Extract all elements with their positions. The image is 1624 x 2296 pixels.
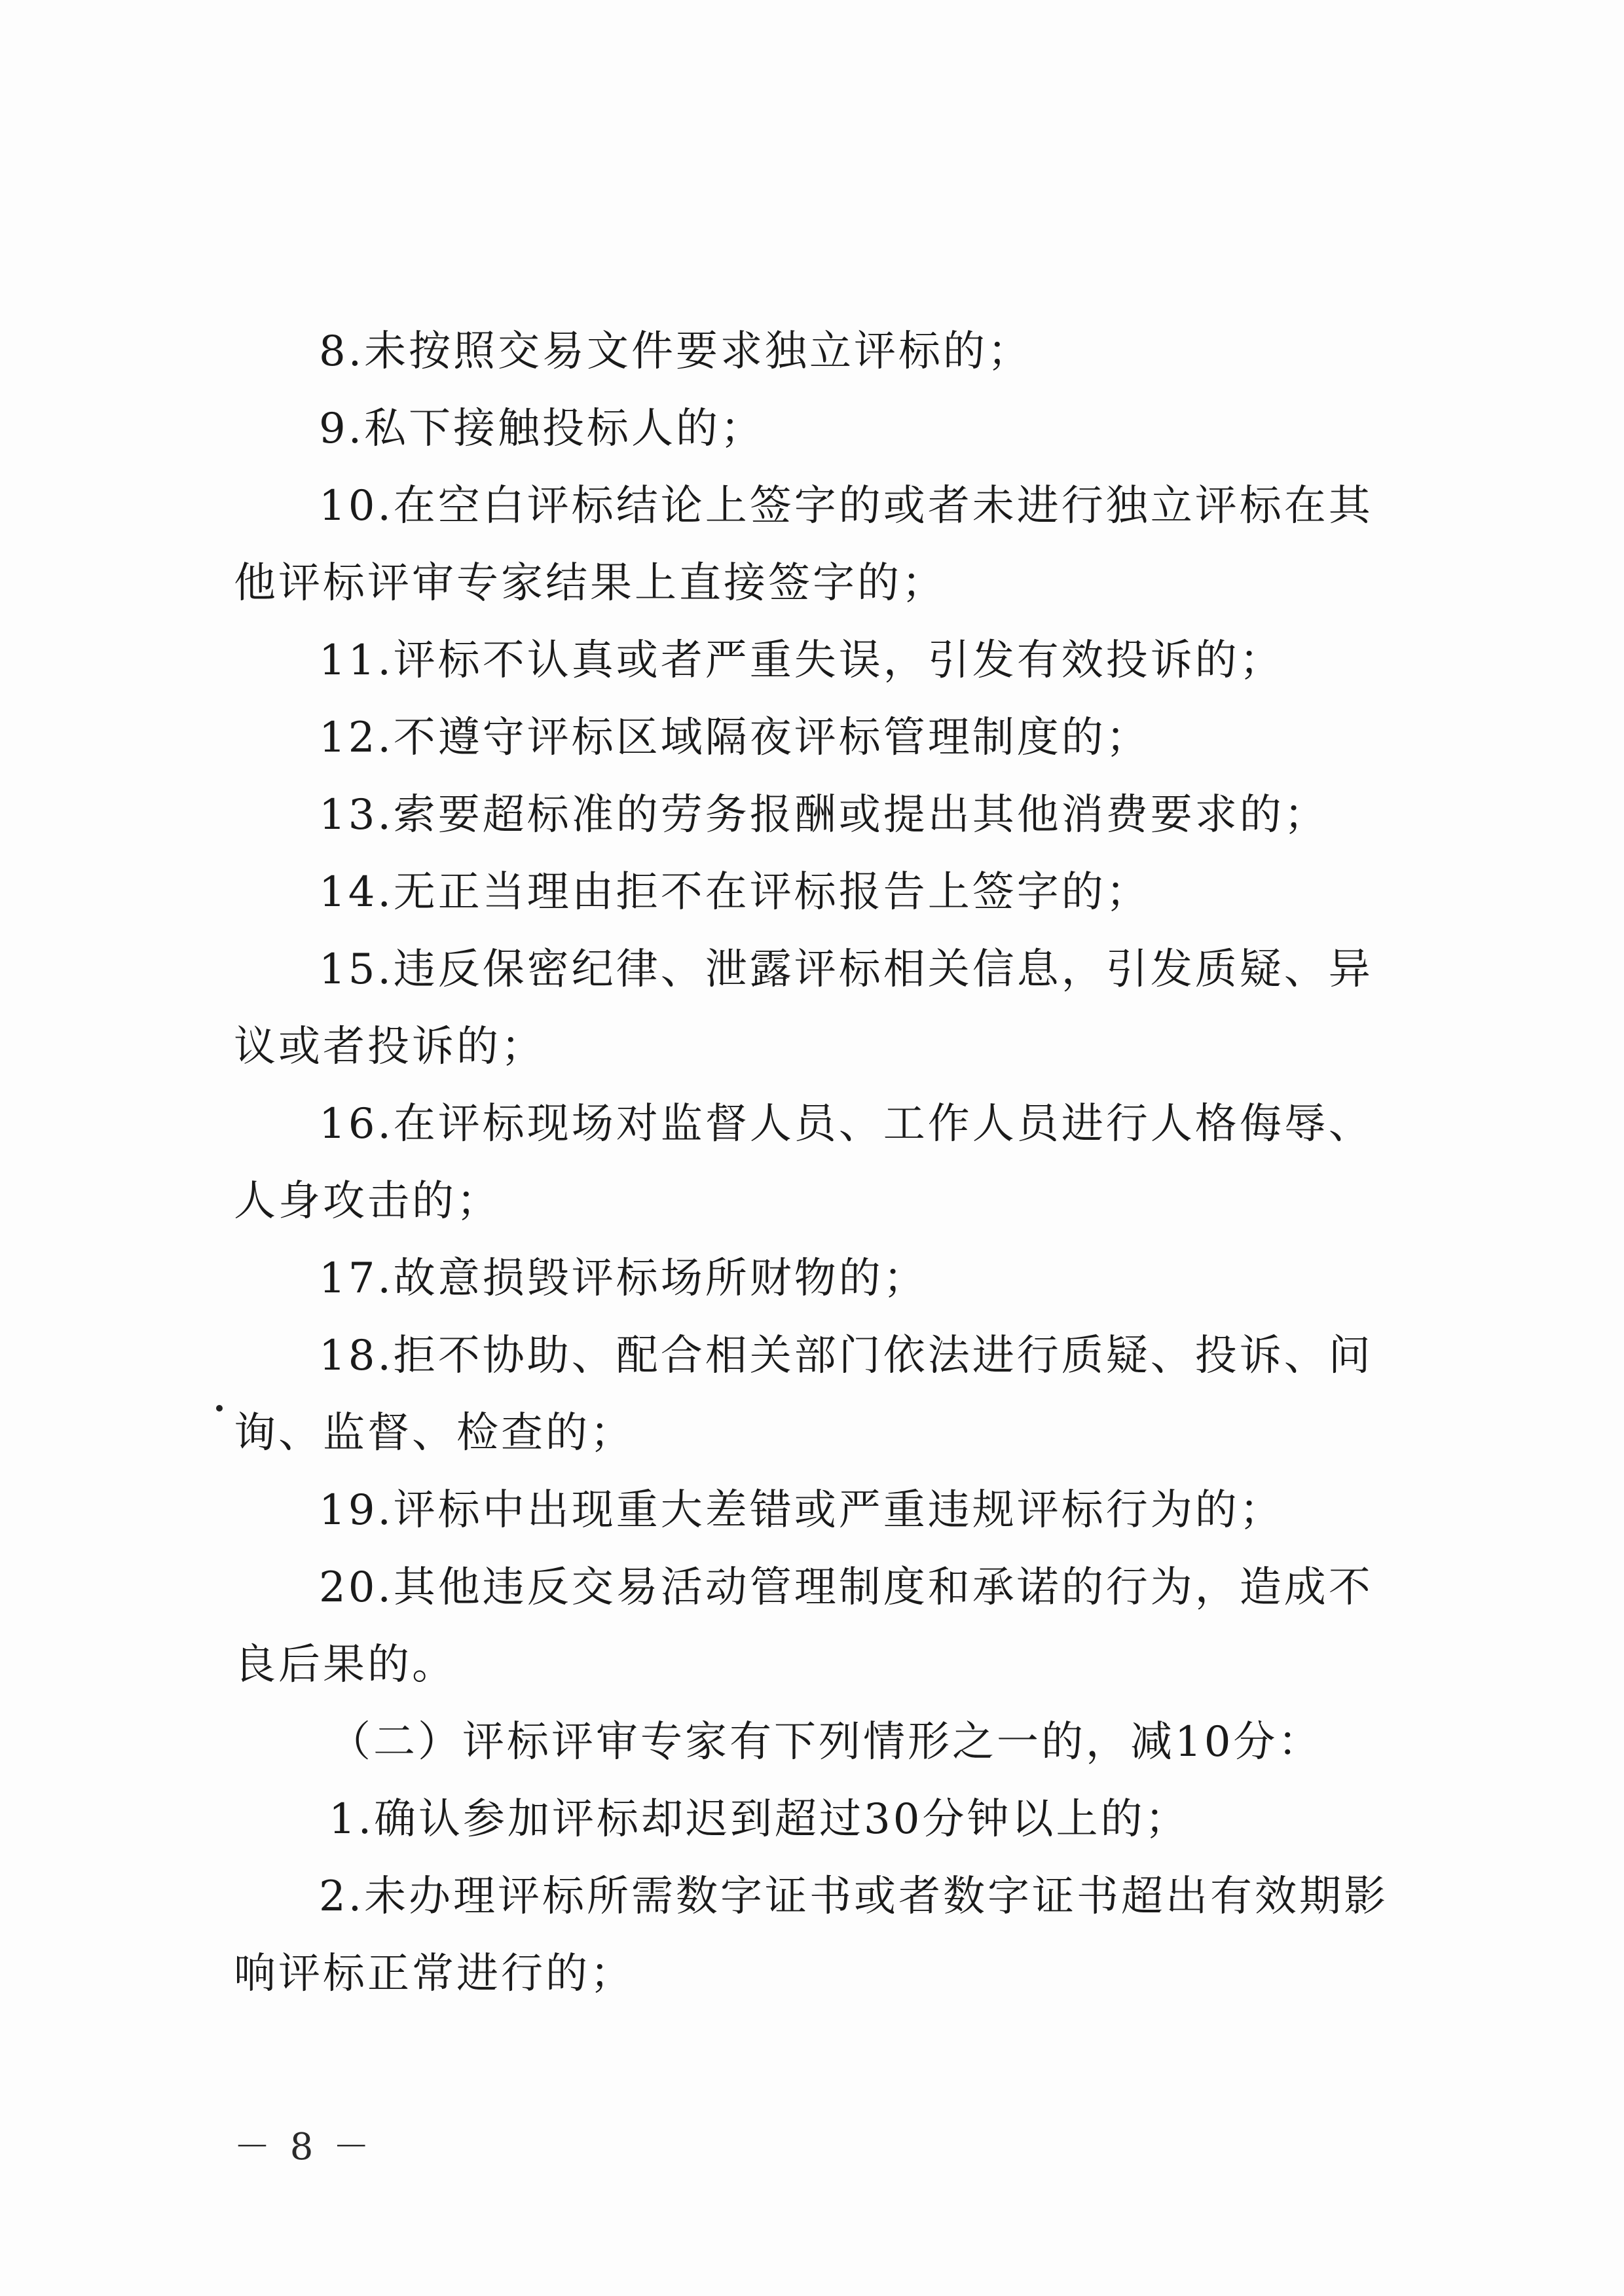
paragraph-item-12: 12.不遵守评标区域隔夜评标管理制度的； [319, 714, 1151, 762]
paragraph-item-18: 18.拒不协助、配合相关部门依法进行质疑、投诉、问询、监督、检查的； [234, 1332, 1373, 1457]
paragraph-item-8: 8.未按照交易文件要求独立评标的； [319, 327, 1033, 376]
paragraph-item-20: 20.其他违反交易活动管理制度和承诺的行为，造成不良后果的。 [234, 1563, 1373, 1689]
body-text [234, 313, 1406, 2013]
paragraph-item-10: 10.在空白评标结论上签字的或者未进行独立评标在其他评标评审专家结果上直接签字的； [234, 482, 1373, 608]
paragraph-item-9: 9.私下接触投标人的； [319, 405, 766, 453]
paragraph-subitem-2: 2.未办理评标所需数字证书或者数字证书超出有效期影响评标正常进行的； [234, 1872, 1389, 1998]
paragraph-item-11: 11.评标不认真或者严重失误，引发有效投诉的； [319, 636, 1284, 685]
paragraph-item-13: 13.索要超标准的劳务报酬或提出其他消费要求的； [319, 791, 1329, 839]
paragraph-subitem-1: 1.确认参加评标却迟到超过30分钟以上的； [329, 1795, 1190, 1844]
paragraph-item-15: 15.违反保密纪律、泄露评标相关信息，引发质疑、异议或者投诉的； [234, 945, 1373, 1071]
paragraph-item-14: 14.无正当理由拒不在评标报告上签字的； [319, 868, 1151, 917]
section-heading: （二）评标评审专家有下列情形之一的，减10分： [329, 1718, 1323, 1766]
paragraph-item-17: 17.故意损毁评标场所财物的； [319, 1254, 928, 1303]
paragraph-item-19: 19.评标中出现重大差错或严重违规评标行为的； [319, 1486, 1284, 1535]
paragraph-item-16: 16.在评标现场对监督人员、工作人员进行人格侮辱、人身攻击的； [234, 1100, 1373, 1226]
page-number: － 8 － [234, 2126, 374, 2168]
scan-speck-mark [216, 1405, 223, 1412]
